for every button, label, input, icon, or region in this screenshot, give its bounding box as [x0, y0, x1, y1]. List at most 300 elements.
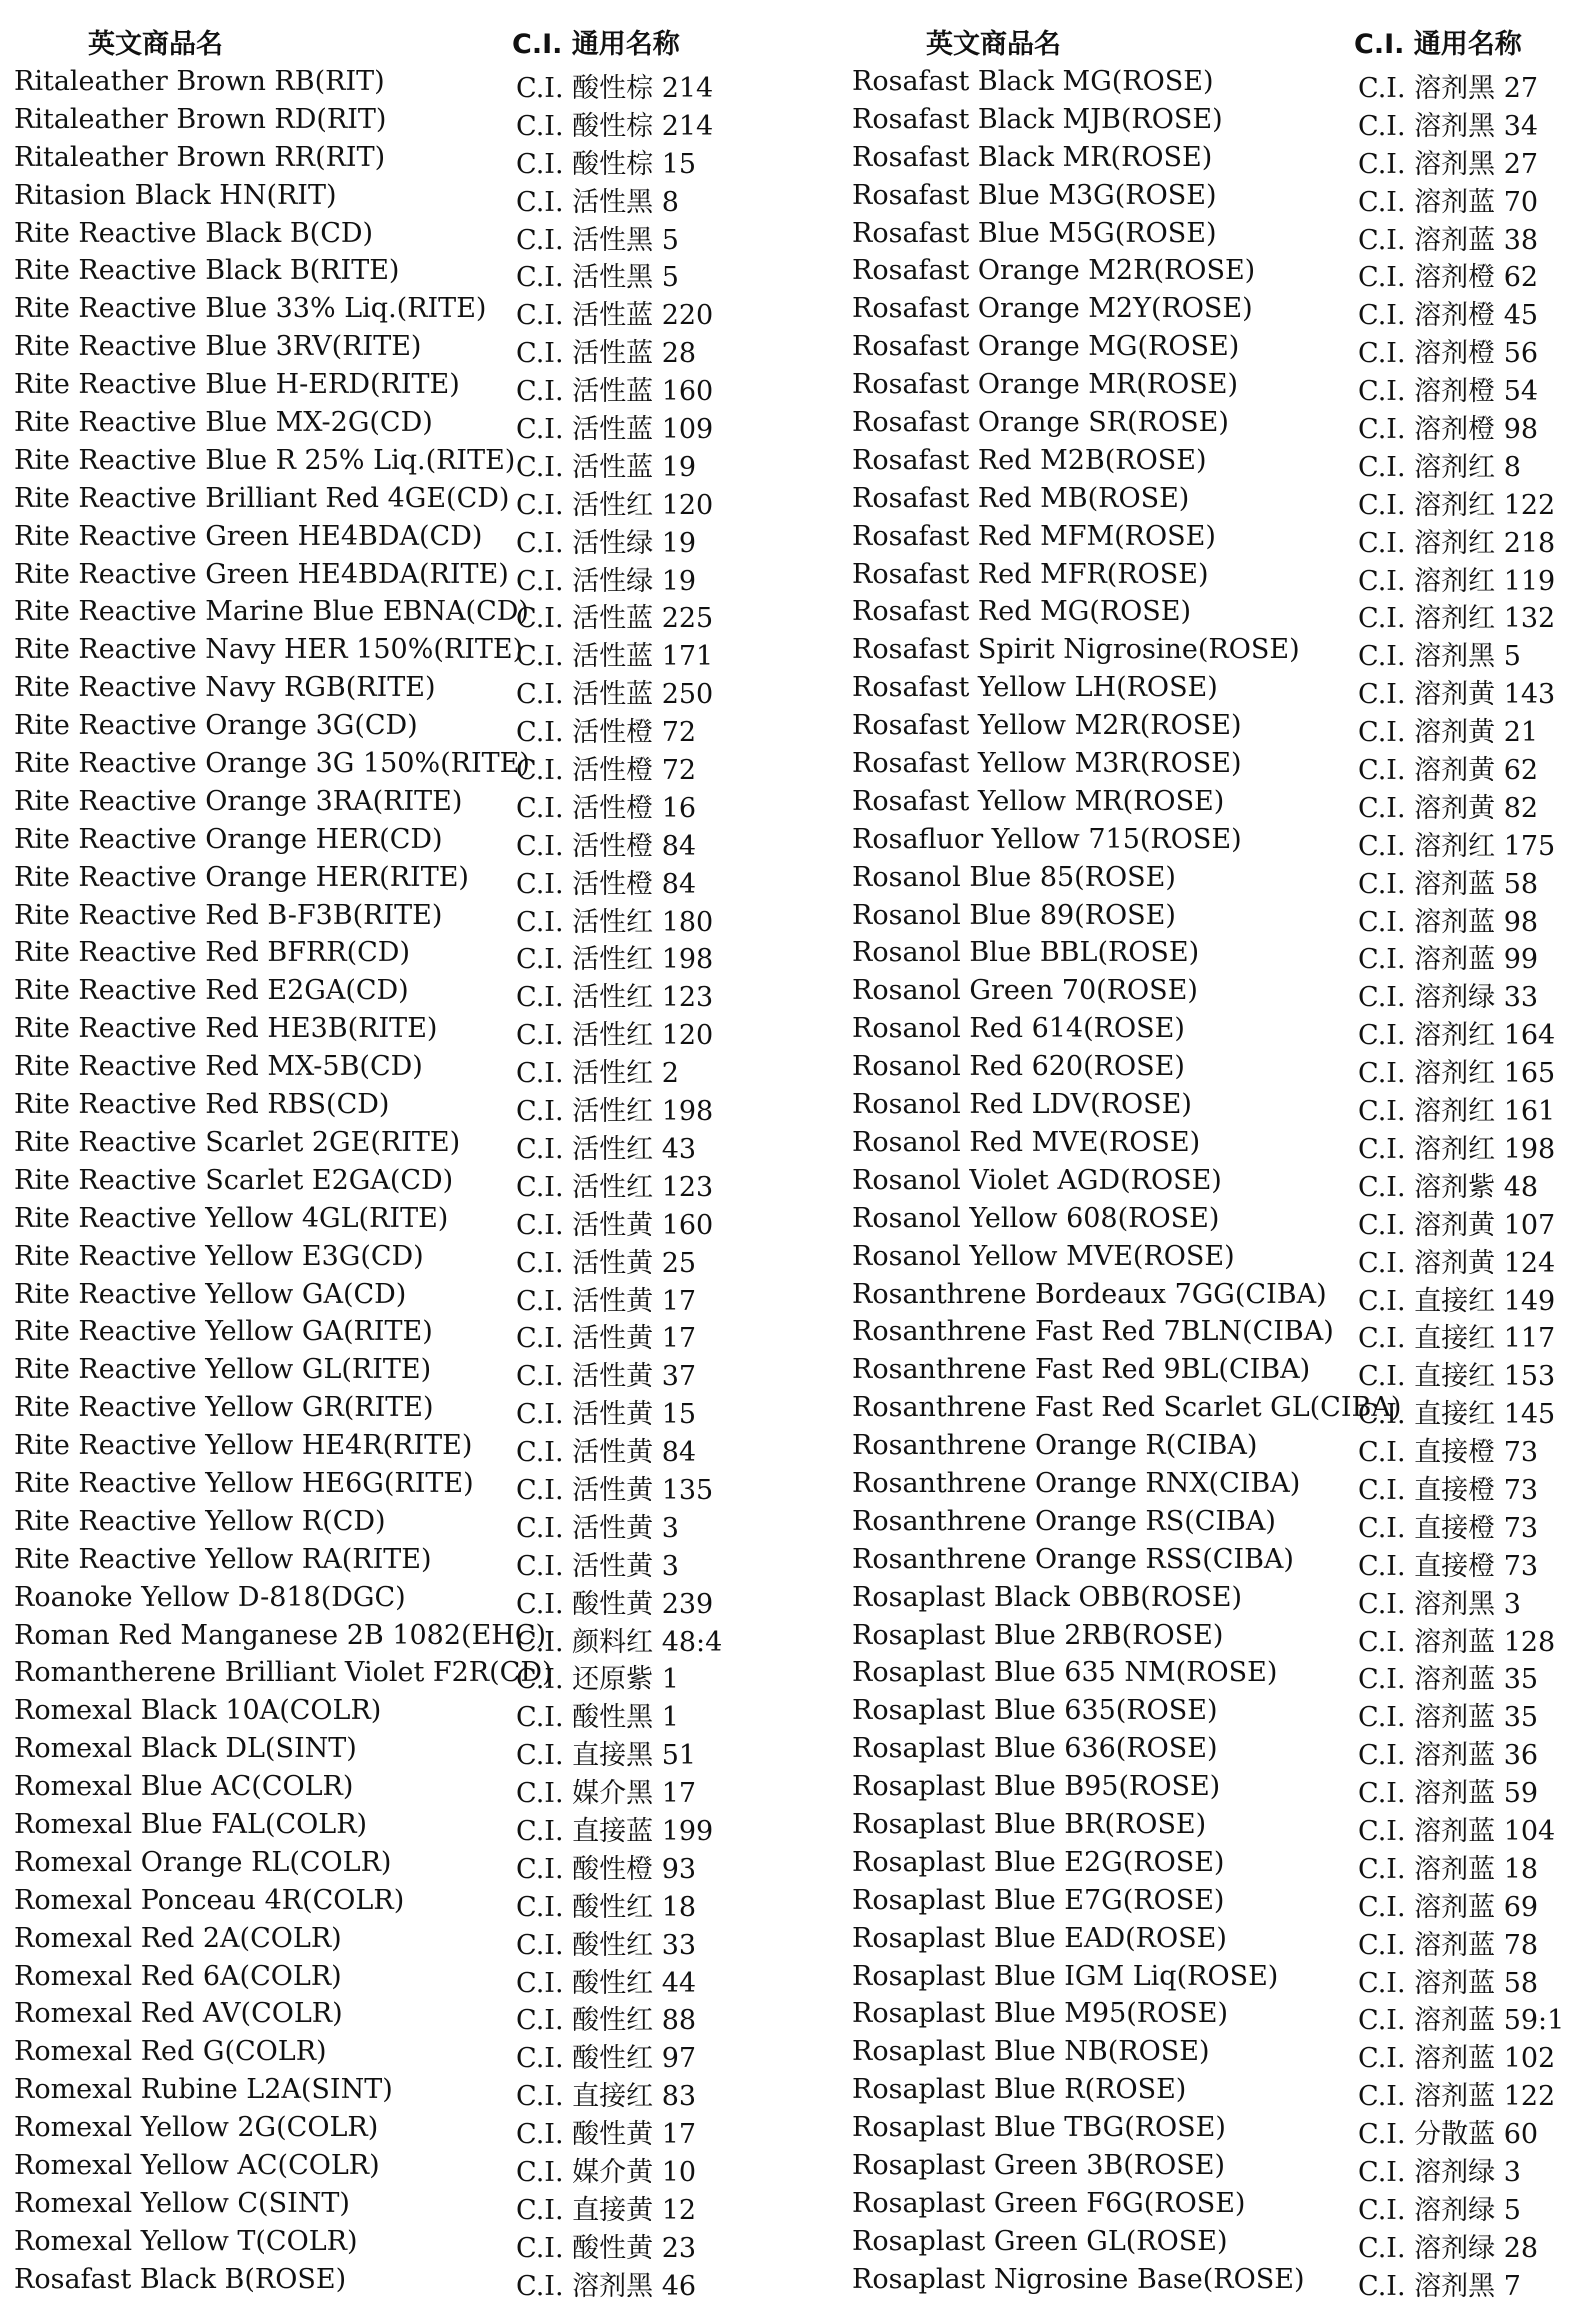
right-column — [838, 0, 1577, 2302]
table-row — [838, 479, 1577, 521]
table-row — [0, 1653, 760, 1696]
ci-name-cell: C.I. 溶剂橙 56 — [1358, 338, 1539, 370]
trade-name-cell: Rosanthrene Orange RNX(CIBA) — [852, 1467, 1301, 1499]
table-row — [838, 2222, 1577, 2264]
table-row — [0, 365, 760, 408]
table-row — [838, 1919, 1577, 1961]
ci-name-cell: C.I. 溶剂红 8 — [1358, 451, 1521, 483]
table-row — [838, 441, 1577, 483]
trade-name-cell: Rosafast Yellow M3R(ROSE) — [852, 748, 1242, 780]
trade-name-cell: Rosafast Black MG(ROSE) — [852, 66, 1214, 97]
ci-name-cell: C.I. 酸性黄 17 — [516, 2119, 697, 2151]
ci-name-cell: C.I. 溶剂绿 3 — [1358, 2156, 1521, 2188]
ci-name-cell: C.I. 溶剂蓝 38 — [1358, 224, 1539, 256]
table-row — [0, 1312, 760, 1355]
table-row — [0, 1502, 760, 1544]
trade-name-cell: Rite Reactive Yellow HE6G(RITE) — [14, 1467, 474, 1499]
ci-name-cell: C.I. 溶剂黄 124 — [1358, 1247, 1556, 1279]
ci-name-cell: C.I. 活性红 198 — [516, 1096, 714, 1128]
ci-name-cell: C.I. 活性橙 16 — [516, 792, 697, 824]
ci-name-cell: C.I. 活性黄 135 — [516, 1474, 714, 1506]
trade-name-cell: Rite Reactive Green HE4BDA(RITE) — [14, 558, 509, 590]
table-row — [0, 1729, 760, 1772]
ci-name-cell: C.I. 活性橙 84 — [516, 868, 697, 900]
ci-name-cell: C.I. 直接黑 51 — [516, 1740, 697, 1772]
table-row — [838, 971, 1577, 1014]
ci-name-cell: C.I. 活性黄 17 — [516, 1323, 697, 1355]
trade-name-cell: Rosanol Blue 89(ROSE) — [852, 899, 1176, 931]
table-row — [838, 1881, 1577, 1923]
table-row — [838, 1653, 1577, 1696]
table-row — [838, 1085, 1577, 1128]
table-row — [0, 1123, 760, 1165]
table-row — [838, 820, 1577, 862]
trade-name-cell: Rosanol Violet AGD(ROSE) — [852, 1164, 1222, 1196]
table-row — [838, 2146, 1577, 2188]
table-row — [838, 2260, 1577, 2302]
header-ci-name: C.I. 通用名称 — [1354, 29, 1522, 60]
ci-name-cell: C.I. 活性黄 160 — [516, 1209, 714, 1241]
trade-name-cell: Roanoke Yellow D-818(DGC) — [14, 1581, 406, 1613]
trade-name-cell: Rite Reactive Red E2GA(CD) — [14, 975, 409, 1007]
ci-name-cell: C.I. 溶剂蓝 98 — [1358, 906, 1539, 938]
ci-name-cell: C.I. 溶剂蓝 70 — [1358, 186, 1539, 218]
table-row — [838, 1123, 1577, 1165]
table-row — [0, 668, 760, 711]
ci-name-cell: C.I. 活性红 198 — [516, 944, 714, 976]
trade-name-cell: Romexal Blue AC(COLR) — [14, 1771, 354, 1803]
ci-name-cell: C.I. 溶剂黄 107 — [1358, 1209, 1556, 1241]
table-row — [838, 706, 1577, 749]
table-row — [838, 100, 1577, 142]
ci-name-cell: C.I. 活性黄 37 — [516, 1361, 697, 1393]
trade-name-cell: Rite Reactive Blue 33% Liq.(RITE) — [14, 293, 487, 325]
trade-name-cell: Rite Reactive Red B-F3B(RITE) — [14, 899, 443, 931]
trade-name-cell: Rosanthrene Orange RSS(CIBA) — [852, 1543, 1294, 1575]
table-row — [838, 744, 1577, 787]
ci-name-cell: C.I. 溶剂黑 3 — [1358, 1588, 1521, 1620]
table-row — [0, 1161, 760, 1203]
trade-name-cell: Rosafast Orange M2Y(ROSE) — [852, 293, 1253, 325]
trade-name-cell: Rosaplast Blue E2G(ROSE) — [852, 1846, 1225, 1878]
table-row — [838, 1502, 1577, 1544]
table-row — [838, 1199, 1577, 1241]
ci-name-cell: C.I. 直接橙 73 — [1358, 1550, 1539, 1582]
table-row — [0, 1009, 760, 1052]
trade-name-cell: Rite Reactive Brilliant Red 4GE(CD) — [14, 482, 510, 514]
ci-name-cell: C.I. 酸性棕 214 — [516, 110, 714, 142]
table-row — [0, 555, 760, 597]
table-row — [0, 820, 760, 862]
trade-name-cell: Rite Reactive Yellow RA(RITE) — [14, 1543, 432, 1575]
table-row — [0, 1085, 760, 1128]
ci-name-cell: C.I. 溶剂蓝 58 — [1358, 1967, 1539, 1999]
ci-name-cell: C.I. 溶剂红 119 — [1358, 565, 1556, 597]
ci-name-cell: C.I. 直接蓝 199 — [516, 1815, 714, 1847]
table-row — [838, 858, 1577, 900]
trade-name-cell: Romexal Red AV(COLR) — [14, 1998, 343, 2030]
trade-name-cell: Rosafast Spirit Nigrosine(ROSE) — [852, 634, 1300, 666]
ci-name-cell: C.I. 溶剂黑 5 — [1358, 641, 1521, 673]
ci-name-cell: C.I. 直接橙 73 — [1358, 1512, 1539, 1544]
table-row — [0, 1767, 760, 1810]
ci-name-cell: C.I. 溶剂黄 62 — [1358, 755, 1539, 787]
trade-name-cell: Rite Reactive Red BFRR(CD) — [14, 937, 410, 969]
trade-name-cell: Rite Reactive Scarlet E2GA(CD) — [14, 1164, 454, 1196]
ci-name-cell: C.I. 活性蓝 250 — [516, 679, 714, 711]
table-row — [0, 251, 760, 294]
ci-name-cell: C.I. 活性绿 19 — [516, 527, 697, 559]
ci-name-cell: C.I. 溶剂黄 143 — [1358, 679, 1556, 711]
table-row — [838, 896, 1577, 938]
trade-name-cell: Romexal Yellow C(SINT) — [14, 2187, 350, 2219]
table-row — [838, 1616, 1577, 1658]
ci-name-cell: C.I. 活性蓝 220 — [516, 300, 714, 332]
table-row — [0, 1388, 760, 1431]
table-row — [0, 782, 760, 824]
ci-name-cell: C.I. 溶剂蓝 35 — [1358, 1664, 1539, 1696]
ci-name-cell: C.I. 直接黄 12 — [516, 2194, 697, 2226]
table-row — [0, 1881, 760, 1923]
ci-name-cell: C.I. 活性蓝 28 — [516, 338, 697, 370]
trade-name-cell: Rosafast Yellow M2R(ROSE) — [852, 710, 1242, 742]
trade-name-cell: Rosanol Red LDV(ROSE) — [852, 1089, 1192, 1121]
trade-name-cell: Rosaplast Blue 635 NM(ROSE) — [852, 1657, 1278, 1689]
trade-name-cell: Rosaplast Blue TBG(ROSE) — [852, 2112, 1226, 2144]
ci-name-cell: C.I. 溶剂黑 46 — [516, 2270, 697, 2302]
table-row — [0, 1199, 760, 1241]
table-row — [838, 592, 1577, 635]
table-row — [838, 555, 1577, 597]
ci-name-cell: C.I. 酸性红 97 — [516, 2043, 697, 2075]
trade-name-cell: Rosaplast Blue 2RB(ROSE) — [852, 1619, 1224, 1651]
trade-name-cell: Rosaplast Blue EAD(ROSE) — [852, 1922, 1227, 1954]
ci-name-cell: C.I. 活性红 180 — [516, 906, 714, 938]
table-row — [838, 1312, 1577, 1355]
table-row — [0, 62, 760, 104]
trade-name-cell: Rosafast Orange MG(ROSE) — [852, 331, 1240, 363]
ci-name-cell: C.I. 活性红 123 — [516, 1171, 714, 1203]
trade-name-cell: Romexal Black 10A(COLR) — [14, 1695, 382, 1727]
right-table-body — [838, 62, 1577, 2302]
ci-name-cell: C.I. 溶剂蓝 59:1 — [1358, 2005, 1565, 2037]
table-row — [0, 2184, 760, 2226]
table-row — [838, 630, 1577, 673]
ci-name-cell: C.I. 溶剂蓝 128 — [1358, 1626, 1556, 1658]
ci-name-cell: C.I. 溶剂绿 5 — [1358, 2194, 1521, 2226]
table-row — [0, 1047, 760, 1090]
ci-name-cell: C.I. 活性红 123 — [516, 982, 714, 1014]
table-row — [838, 2032, 1577, 2075]
ci-name-cell: C.I. 溶剂紫 48 — [1358, 1171, 1539, 1203]
table-row — [838, 1388, 1577, 1431]
table-row — [0, 971, 760, 1014]
ci-name-cell: C.I. 溶剂黑 34 — [1358, 110, 1539, 142]
trade-name-cell: Rosaplast Blue B95(ROSE) — [852, 1771, 1221, 1803]
trade-name-cell: Romexal Blue FAL(COLR) — [14, 1808, 368, 1840]
table-row — [838, 2070, 1577, 2113]
trade-name-cell: Rosanol Blue 85(ROSE) — [852, 861, 1176, 893]
trade-name-cell: Rosanol Yellow 608(ROSE) — [852, 1202, 1220, 1234]
left-header-row — [0, 0, 760, 62]
table-row — [838, 251, 1577, 294]
trade-name-cell: Rite Reactive Orange HER(RITE) — [14, 861, 469, 893]
header-trade-name: 英文商品名 — [88, 29, 223, 60]
table-row — [0, 100, 760, 142]
ci-name-cell: C.I. 活性蓝 171 — [516, 641, 714, 673]
trade-name-cell: Rite Reactive Yellow GA(RITE) — [14, 1316, 433, 1348]
ci-name-cell: C.I. 溶剂红 198 — [1358, 1133, 1556, 1165]
trade-name-cell: Rosanol Yellow MVE(ROSE) — [852, 1240, 1235, 1272]
trade-name-cell: Rite Reactive Marine Blue EBNA(CD) — [14, 596, 529, 628]
table-row — [0, 1919, 760, 1961]
ci-name-cell: C.I. 活性橙 84 — [516, 830, 697, 862]
trade-name-cell: Rite Reactive Black B(RITE) — [14, 255, 400, 287]
trade-name-cell: Romexal Red G(COLR) — [14, 2036, 327, 2068]
table-row — [838, 1957, 1577, 1999]
table-row — [838, 327, 1577, 370]
trade-name-cell: Roman Red Manganese 2B 1082(EHC) — [14, 1619, 547, 1651]
ci-name-cell: C.I. 活性蓝 160 — [516, 376, 714, 408]
ci-name-cell: C.I. 溶剂蓝 59 — [1358, 1778, 1539, 1810]
trade-name-cell: Rite Reactive Yellow GR(RITE) — [14, 1392, 434, 1424]
trade-name-cell: Rite Reactive Red MX-5B(CD) — [14, 1051, 423, 1083]
trade-name-cell: Rite Reactive Navy HER 150%(RITE) — [14, 634, 524, 666]
table-row — [0, 933, 760, 976]
table-row — [838, 1464, 1577, 1506]
ci-name-cell: C.I. 分散蓝 60 — [1358, 2119, 1539, 2151]
trade-name-cell: Rosanthrene Fast Red 7BLN(CIBA) — [852, 1316, 1334, 1348]
ci-name-cell: C.I. 活性黄 3 — [516, 1512, 679, 1544]
ci-name-cell: C.I. 活性蓝 19 — [516, 451, 697, 483]
trade-name-cell: Rosafast Orange SR(ROSE) — [852, 407, 1229, 439]
trade-name-cell: Rosanol Green 70(ROSE) — [852, 975, 1198, 1007]
trade-name-cell: Rite Reactive Black B(CD) — [14, 217, 374, 249]
trade-name-cell: Romexal Yellow AC(COLR) — [14, 2149, 380, 2181]
right-header-row — [838, 0, 1577, 62]
trade-name-cell: Rite Reactive Blue 3RV(RITE) — [14, 331, 422, 363]
ci-name-cell: C.I. 溶剂绿 28 — [1358, 2232, 1539, 2264]
trade-name-cell: Rosanol Blue BBL(ROSE) — [852, 937, 1200, 969]
table-row — [838, 2108, 1577, 2151]
trade-name-cell: Rosanthrene Bordeaux 7GG(CIBA) — [852, 1278, 1327, 1310]
table-row — [838, 782, 1577, 824]
trade-name-cell: Rosafast Blue M5G(ROSE) — [852, 217, 1217, 249]
ci-name-cell: C.I. 直接橙 73 — [1358, 1474, 1539, 1506]
ci-name-cell: C.I. 溶剂蓝 36 — [1358, 1740, 1539, 1772]
ci-name-cell: C.I. 酸性黄 239 — [516, 1588, 714, 1620]
trade-name-cell: Rite Reactive Yellow HE4R(RITE) — [14, 1430, 473, 1462]
table-row — [838, 1578, 1577, 1620]
ci-name-cell: C.I. 溶剂红 122 — [1358, 489, 1556, 521]
ci-name-cell: C.I. 溶剂橙 62 — [1358, 262, 1539, 294]
table-row — [838, 289, 1577, 332]
trade-name-cell: Rite Reactive Red HE3B(RITE) — [14, 1013, 438, 1045]
table-row — [0, 138, 760, 180]
ci-name-cell: C.I. 溶剂蓝 18 — [1358, 1853, 1539, 1885]
trade-name-cell: Rosaplast Blue 635(ROSE) — [852, 1695, 1218, 1727]
table-row — [0, 592, 760, 635]
trade-name-cell: Romexal Ponceau 4R(COLR) — [14, 1884, 405, 1916]
trade-name-cell: Romexal Black DL(SINT) — [14, 1733, 357, 1765]
trade-name-cell: Ritaleather Brown RD(RIT) — [14, 103, 387, 135]
trade-name-cell: Rosaplast Green GL(ROSE) — [852, 2225, 1228, 2257]
table-row — [838, 214, 1577, 256]
table-row — [0, 1275, 760, 1317]
table-row — [0, 517, 760, 559]
table-row — [838, 1047, 1577, 1090]
table-row — [838, 1350, 1577, 1393]
table-row — [838, 1843, 1577, 1885]
table-row — [0, 1616, 760, 1658]
trade-name-cell: Rite Reactive Scarlet 2GE(RITE) — [14, 1126, 461, 1158]
table-row — [838, 1729, 1577, 1772]
ci-name-cell: C.I. 酸性红 33 — [516, 1929, 697, 1961]
trade-name-cell: Rite Reactive Green HE4BDA(CD) — [14, 520, 483, 552]
ci-name-cell: C.I. 酸性黑 1 — [516, 1702, 679, 1734]
table-row — [0, 1957, 760, 1999]
table-row — [0, 706, 760, 749]
table-row — [0, 403, 760, 446]
header-trade-name: 英文商品名 — [926, 29, 1061, 60]
ci-name-cell: C.I. 溶剂蓝 99 — [1358, 944, 1539, 976]
ci-name-cell: C.I. 溶剂红 164 — [1358, 1020, 1556, 1052]
table-row — [838, 1426, 1577, 1469]
table-row — [0, 858, 760, 900]
ci-name-cell: C.I. 溶剂黄 82 — [1358, 792, 1539, 824]
trade-name-cell: Rosafast Red MFM(ROSE) — [852, 520, 1216, 552]
table-row — [838, 1275, 1577, 1317]
ci-name-cell: C.I. 溶剂黑 27 — [1358, 148, 1539, 180]
trade-name-cell: Rosafast Black MR(ROSE) — [852, 141, 1213, 173]
trade-name-cell: Ritaleather Brown RB(RIT) — [14, 66, 385, 97]
ci-name-cell: C.I. 溶剂黄 21 — [1358, 717, 1539, 749]
ci-name-cell: C.I. 酸性红 44 — [516, 1967, 697, 1999]
trade-name-cell: Romexal Yellow T(COLR) — [14, 2225, 358, 2257]
trade-name-cell: Ritaleather Brown RR(RIT) — [14, 141, 386, 173]
trade-name-cell: Romexal Orange RL(COLR) — [14, 1846, 392, 1878]
ci-name-cell: C.I. 直接红 117 — [1358, 1323, 1556, 1355]
trade-name-cell: Rosanol Red 614(ROSE) — [852, 1013, 1185, 1045]
trade-name-cell: Rosaplast Blue IGM Liq(ROSE) — [852, 1960, 1279, 1992]
trade-name-cell: Rosanol Red 620(ROSE) — [852, 1051, 1185, 1083]
trade-name-cell: Rite Reactive Yellow R(CD) — [14, 1505, 386, 1537]
ci-name-cell: C.I. 溶剂黑 7 — [1358, 2270, 1521, 2302]
ci-name-cell: C.I. 活性红 120 — [516, 1020, 714, 1052]
ci-name-cell: C.I. 媒介黑 17 — [516, 1778, 697, 1810]
trade-name-cell: Rite Reactive Yellow E3G(CD) — [14, 1240, 424, 1272]
ci-name-cell: C.I. 溶剂蓝 35 — [1358, 1702, 1539, 1734]
trade-name-cell: Rosafast Orange MR(ROSE) — [852, 369, 1239, 401]
ci-name-cell: C.I. 活性黄 25 — [516, 1247, 697, 1279]
ci-name-cell: C.I. 溶剂蓝 102 — [1358, 2043, 1556, 2075]
ci-name-cell: C.I. 活性红 43 — [516, 1133, 697, 1165]
ci-name-cell: C.I. 活性黑 5 — [516, 262, 679, 294]
trade-name-cell: Rosafluor Yellow 715(ROSE) — [852, 823, 1242, 855]
trade-name-cell: Rosaplast Nigrosine Base(ROSE) — [852, 2263, 1305, 2295]
trade-name-cell: Rosafast Yellow MR(ROSE) — [852, 785, 1225, 817]
table-row — [838, 62, 1577, 104]
left-column — [0, 0, 760, 2302]
table-row — [0, 1464, 760, 1506]
trade-name-cell: Rosanthrene Fast Red 9BL(CIBA) — [852, 1354, 1311, 1386]
trade-name-cell: Rite Reactive Yellow 4GL(RITE) — [14, 1202, 449, 1234]
trade-name-cell: Rosaplast Blue 636(ROSE) — [852, 1733, 1218, 1765]
ci-name-cell: C.I. 活性黄 15 — [516, 1399, 697, 1431]
trade-name-cell: Rite Reactive Orange 3G(CD) — [14, 710, 418, 742]
table-row — [0, 1237, 760, 1279]
trade-name-cell: Rosaplast Blue M95(ROSE) — [852, 1998, 1229, 2030]
table-row — [0, 1426, 760, 1469]
ci-name-cell: C.I. 酸性红 88 — [516, 2005, 697, 2037]
ci-name-cell: C.I. 活性绿 19 — [516, 565, 697, 597]
trade-name-cell: Romexal Red 2A(COLR) — [14, 1922, 342, 1954]
trade-name-cell: Rite Reactive Orange 3G 150%(RITE) — [14, 748, 530, 780]
ci-name-cell: C.I. 溶剂绿 33 — [1358, 982, 1539, 1014]
table-row — [838, 1237, 1577, 1279]
ci-name-cell: C.I. 活性黑 8 — [516, 186, 679, 218]
trade-name-cell: Rosafast Black B(ROSE) — [14, 2263, 347, 2295]
table-row — [0, 2222, 760, 2264]
trade-name-cell: Rosaplast Blue E7G(ROSE) — [852, 1884, 1225, 1916]
table-row — [0, 441, 760, 483]
ci-name-cell: C.I. 溶剂红 161 — [1358, 1096, 1556, 1128]
table-row — [0, 1691, 760, 1734]
ci-name-cell: C.I. 活性黑 5 — [516, 224, 679, 256]
table-row — [838, 1691, 1577, 1734]
table-row — [838, 1009, 1577, 1052]
ci-name-cell: C.I. 活性黄 17 — [516, 1285, 697, 1317]
ci-name-cell: C.I. 酸性橙 93 — [516, 1853, 697, 1885]
trade-name-cell: Rosanthrene Orange R(CIBA) — [852, 1430, 1258, 1462]
trade-name-cell: Rosafast Blue M3G(ROSE) — [852, 179, 1217, 211]
table-row — [0, 1540, 760, 1582]
ci-name-cell: C.I. 还原紫 1 — [516, 1664, 679, 1696]
trade-name-cell: Rosafast Orange M2R(ROSE) — [852, 255, 1256, 287]
table-row — [838, 1994, 1577, 2037]
table-row — [0, 744, 760, 787]
trade-name-cell: Romexal Red 6A(COLR) — [14, 1960, 342, 1992]
trade-name-cell: Rite Reactive Orange HER(CD) — [14, 823, 443, 855]
table-row — [0, 479, 760, 521]
table-row — [0, 2146, 760, 2188]
trade-name-cell: Rosaplast Blue BR(ROSE) — [852, 1808, 1207, 1840]
trade-name-cell: Ritasion Black HN(RIT) — [14, 179, 337, 211]
table-row — [838, 138, 1577, 180]
trade-name-cell: Rosaplast Blue R(ROSE) — [852, 2074, 1187, 2106]
ci-name-cell: C.I. 活性黄 84 — [516, 1437, 697, 1469]
ci-name-cell: C.I. 溶剂橙 98 — [1358, 414, 1539, 446]
ci-name-cell: C.I. 直接橙 73 — [1358, 1437, 1539, 1469]
ci-name-cell: C.I. 直接红 145 — [1358, 1399, 1556, 1431]
ci-name-cell: C.I. 溶剂橙 54 — [1358, 376, 1539, 408]
table-row — [838, 1161, 1577, 1203]
trade-name-cell: Rite Reactive Red RBS(CD) — [14, 1089, 390, 1121]
trade-name-cell: Romexal Rubine L2A(SINT) — [14, 2074, 393, 2106]
table-row — [838, 668, 1577, 711]
table-row — [838, 1767, 1577, 1810]
ci-name-cell: C.I. 活性橙 72 — [516, 717, 697, 749]
ci-name-cell: C.I. 溶剂红 165 — [1358, 1058, 1556, 1090]
ci-name-cell: C.I. 媒介黄 10 — [516, 2156, 697, 2188]
ci-name-cell: C.I. 溶剂蓝 122 — [1358, 2081, 1556, 2113]
table-row — [0, 214, 760, 256]
ci-name-cell: C.I. 溶剂红 132 — [1358, 603, 1556, 635]
table-row — [838, 176, 1577, 218]
table-row — [0, 2108, 760, 2151]
table-row — [838, 1805, 1577, 1847]
trade-name-cell: Rosaplast Green F6G(ROSE) — [852, 2187, 1246, 2219]
